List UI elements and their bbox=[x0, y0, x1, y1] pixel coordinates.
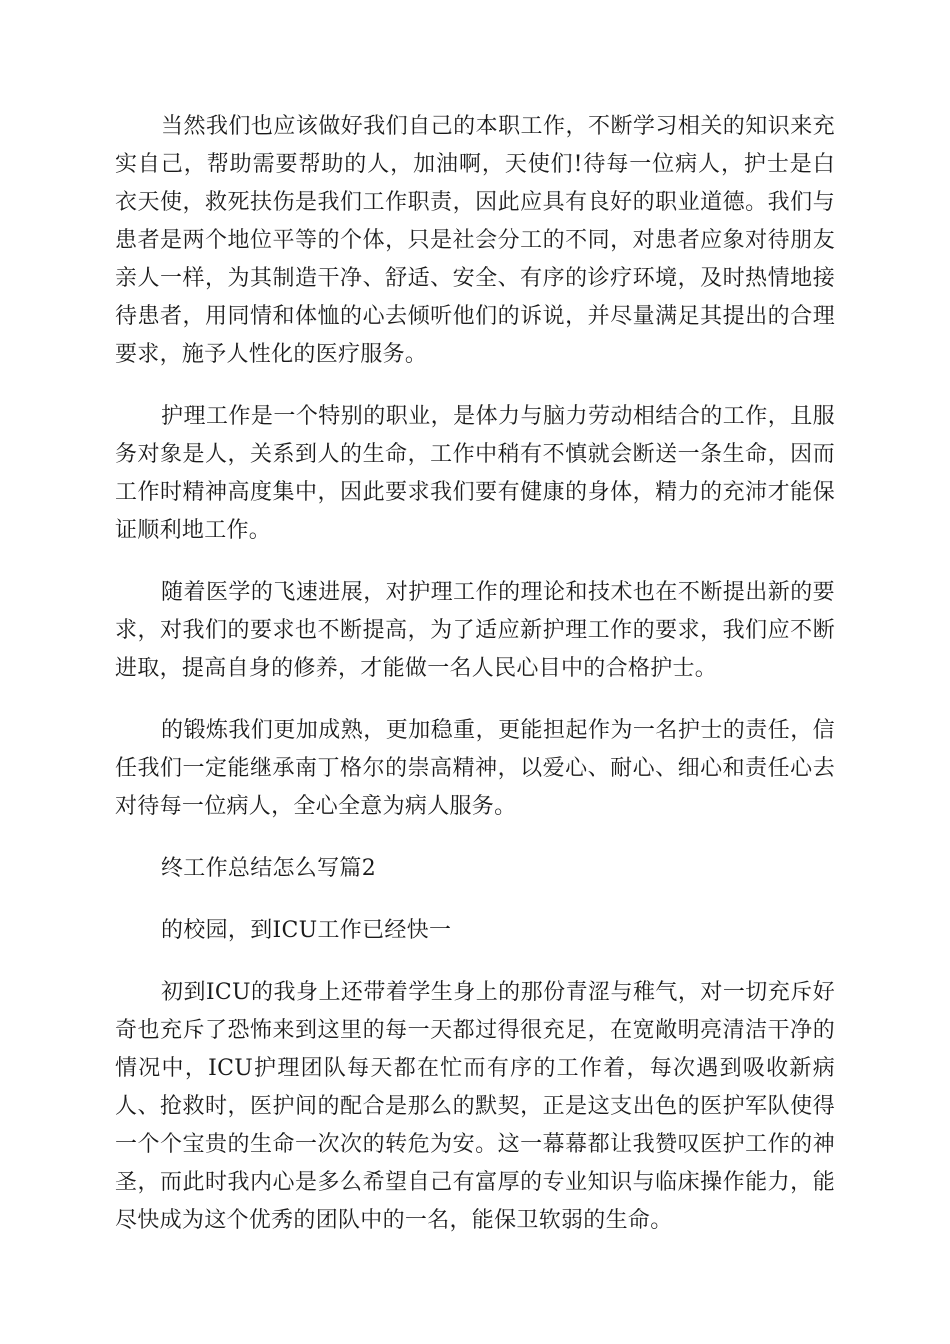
body-paragraph: 当然我们也应该做好我们自己的本职工作，不断学习相关的知识来充实自己，帮助需要帮助的人，加油啊，天使们!待每一位病人，护士是白衣天使，救死扶伤是我们工作职责，因此应具有良好的职业道德。我们与患者是两个地位平等的个体，只是社会分工的不同，对患者应象对待朋友亲人一样，为其制造干净、舒适、安全、有序的诊疗环境，及时热情地接待患者，用同情和体恤的心去倾听他们的诉说，并尽量满足其提出的合理要求，施予人性化的医疗服务。 bbox=[115, 114, 835, 367]
body-paragraph: 护理工作是一个特别的职业，是体力与脑力劳动相结合的工作，且服务对象是人，关系到人的生命，工作中稍有不慎就会断送一条生命，因而工作时精神高度集中，因此要求我们要有健康的身体，精力的充沛才能保证顺利地工作。 bbox=[115, 404, 835, 543]
body-paragraph: 初到ICU的我身上还带着学生身上的那份青涩与稚气，对一切充斥好奇也充斥了恐怖来到这里的每一天都过得很充足，在宽敞明亮清洁干净的情况中，ICU护理团队每天都在忙而有序的工作着，每次遇到吸收新病人、抢救时，医护间的配合是那么的默契，正是这支出色的医护军队使得一个个宝贵的生命一次次的转危为安。这一幕幕都让我赞叹医护工作的神圣，而此时我内心是多么希望自己有富厚的专业知识与临床操作能力，能尽快成为这个优秀的团队中的一名，能保卫软弱的生命。 bbox=[115, 980, 835, 1233]
body-paragraph: 的校园，到ICU工作已经快一 bbox=[161, 918, 452, 943]
document-page bbox=[115, 108, 835, 1264]
section-heading: 终工作总结怎么写篇2 bbox=[161, 856, 376, 881]
body-paragraph: 的锻炼我们更加成熟，更加稳重，更能担起作为一名护士的责任，信任我们一定能继承南丁格尔的崇高精神，以爱心、耐心、细心和责任心去对待每一位病人，全心全意为病人服务。 bbox=[115, 718, 835, 819]
body-paragraph: 随着医学的飞速进展，对护理工作的理论和技术也在不断提出新的要求，对我们的要求也不断提高，为了适应新护理工作的要求，我们应不断进取，提高自身的修养，才能做一名人民心目中的合格护士。 bbox=[115, 580, 835, 681]
